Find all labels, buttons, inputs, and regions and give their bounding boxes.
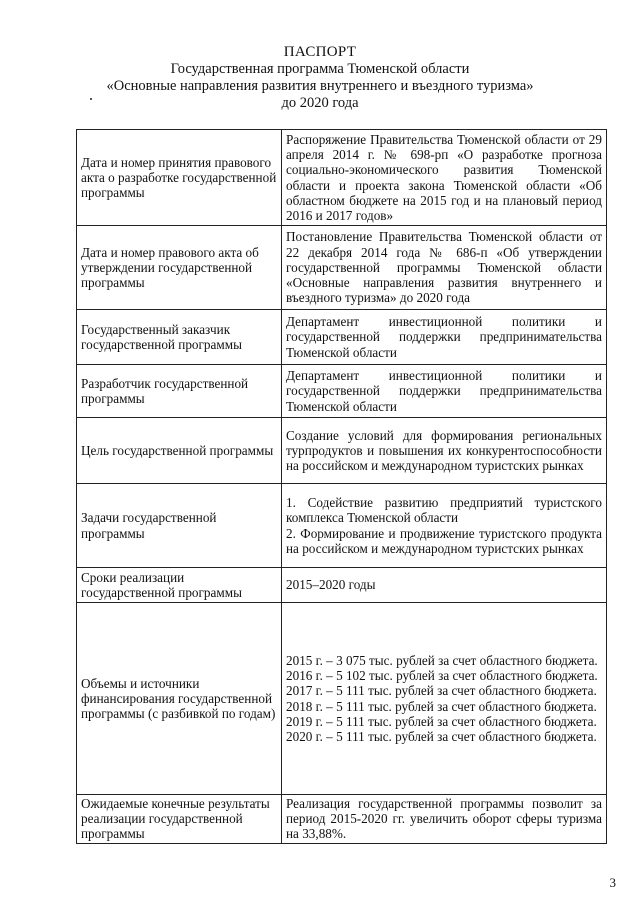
row-value: Реализация государственной программы позволит за период 2015-2020 гг. увеличить оборот сферы туризма на 33,88%. [282,795,607,844]
funding-item: 2020 г. – 5 111 тыс. рублей за счет областного бюджета. [286,728,597,744]
funding-item: 2018 г. – 5 111 тыс. рублей за счет областного бюджета. [286,698,597,714]
table-row [77,418,607,484]
row-label: Ожидаемые конечные результаты реализации государственной программы [77,795,282,844]
row-value: Распоряжение Правительства Тюменской области от 29 апреля 2014 г. № 698-рп «О разработке прогноза социально-экономического развития Тюменской области и проекта закона Тюменской области «Об областном бюджете на 2015 год и на плановый период 2016 и 2017 годов» [282,130,607,226]
table-row [77,603,607,795]
table-row [77,795,607,844]
row-label: Задачи государственной программы [77,484,282,568]
passport-table [76,129,607,844]
row-label: Объемы и источники финансирования государственной программы (с разбивкой по годам) [77,603,282,795]
row-label: Дата и номер принятия правового акта о разработке государственной программы [77,130,282,226]
funding-item: 2016 г. – 5 102 тыс. рублей за счет областного бюджета. [286,668,598,684]
funding-item: 2017 г. – 5 111 тыс. рублей за счет областного бюджета. [286,683,597,699]
row-label: Государственный заказчик государственной программы [77,310,282,365]
program-subtitle-line: «Основные направления развития внутреннего и въездного туризма» [106,78,534,94]
task-item: 1. Содействие развитию предприятий туристского комплекса Тюменской области [286,495,602,526]
row-label: Разработчик государственной программы [77,365,282,418]
program-name-line: Государственная программа Тюменской области [170,61,470,77]
row-label: Сроки реализации государственной программы [77,568,282,603]
row-value: 2015–2020 годы [282,568,607,603]
scan-speck [90,98,92,100]
page-number: 3 [609,875,616,890]
document-title: ПАСПОРТ [283,44,357,60]
table-row [77,568,607,603]
funding-item: 2015 г. – 3 075 тыс. рублей за счет областного бюджета. [286,652,598,668]
table-row [77,226,607,310]
row-value: Создание условий для формирования региональных турпродуктов и повышения их конкурентоспособности на российском и международном туристских рынках [282,418,607,484]
row-label: Цель государственной программы [77,418,282,484]
row-value: Департамент инвестиционной политики и государственной поддержки предпринимательства Тюменской области [282,310,607,365]
row-value: Постановление Правительства Тюменской области от 22 декабря 2014 года № 686-п «Об утверждении государственной программы Тюменской области «Основные направления развития внутреннего и въездного туризма» до 2020 года [282,226,607,310]
table-row [77,365,607,418]
funding-item: 2019 г. – 5 111 тыс. рублей за счет областного бюджета. [286,713,597,729]
program-period-line: до 2020 года [281,95,359,111]
row-value [282,484,607,568]
table-row [77,484,607,568]
table-row [77,130,607,226]
table-row [77,310,607,365]
row-label: Дата и номер правового акта об утверждении государственной программы [77,226,282,310]
document-header [0,44,640,112]
row-value [282,603,607,795]
row-value: Департамент инвестиционной политики и государственной поддержки предпринимательства Тюменской области [282,365,607,418]
task-item: 2. Формирование и продвижение туристского продукта на российском и международном туристских рынках [286,525,602,556]
